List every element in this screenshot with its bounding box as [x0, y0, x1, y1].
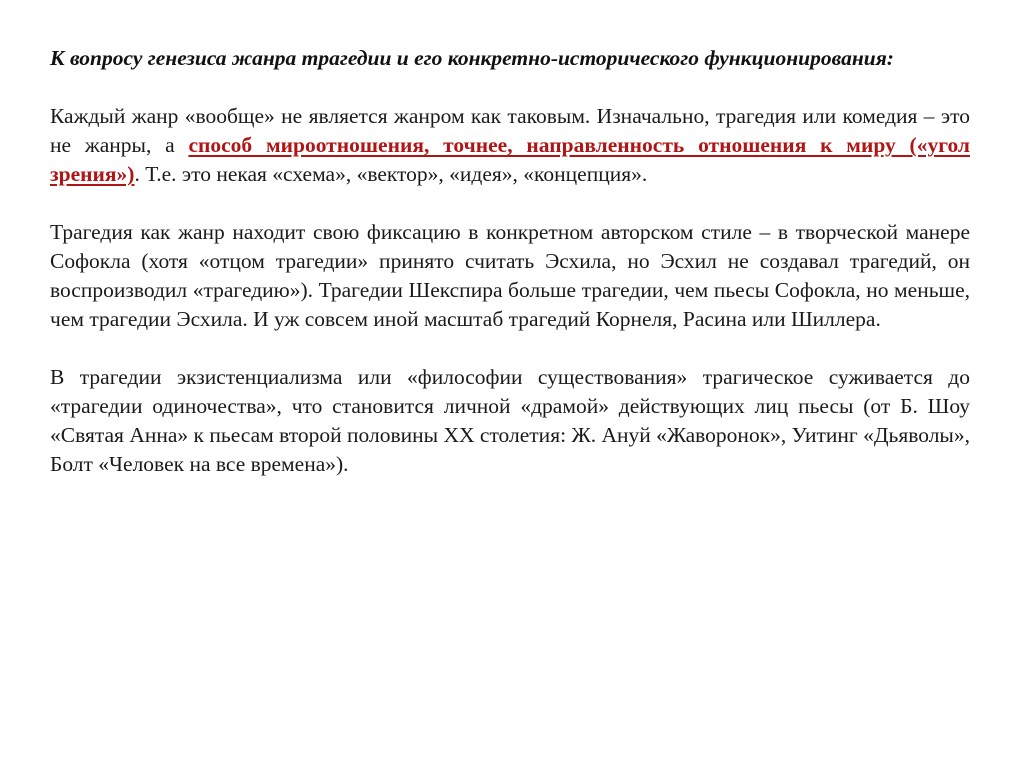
spacer [50, 73, 970, 102]
paragraph-existentialism: В трагедии экзистенциализма или «философии существования» трагическое суживается до «трагедии одиночества», что становится личной «драмой» действующих лиц пьесы (от Б. Шоу «Святая Анна» к пьесам второй половины XX столетия: Ж. Ануй «Жаворонок», Уитинг «Дьяволы», Болт «Человек на все времена»). [50, 365, 970, 476]
spacer [50, 334, 970, 363]
paragraph-genre-text-after: . Т.е. это некая «схема», «вектор», «идея», «концепция». [134, 162, 648, 186]
slide-content [50, 44, 970, 479]
slide-heading: К вопросу генезиса жанра трагедии и его конкретно-исторического функционирования: [50, 46, 894, 70]
spacer [50, 189, 970, 218]
highlighted-phrase: способ мироотношения, точнее, направленность отношения к миру («угол зрения») [50, 133, 970, 186]
paragraph-genre-text-before: Каждый жанр «вообще» не является жанром как таковым. Изначально, трагедия или комедия – это не жанры, а [50, 104, 970, 157]
paragraph-genre-definition [50, 102, 970, 189]
paragraph-tragedy-style: Трагедия как жанр находит свою фиксацию в конкретном авторском стиле – в творческой манере Софокла (хотя «отцом трагедии» принято считать Эсхила, но Эсхил не создавал трагедий, он воспроизводил «трагедию»). Трагедии Шекспира больше трагедии, чем пьесы Софокла, но меньше, чем трагедии Эсхила. И уж совсем иной масштаб трагедий Корнеля, Расина или Шиллера. [50, 220, 970, 331]
